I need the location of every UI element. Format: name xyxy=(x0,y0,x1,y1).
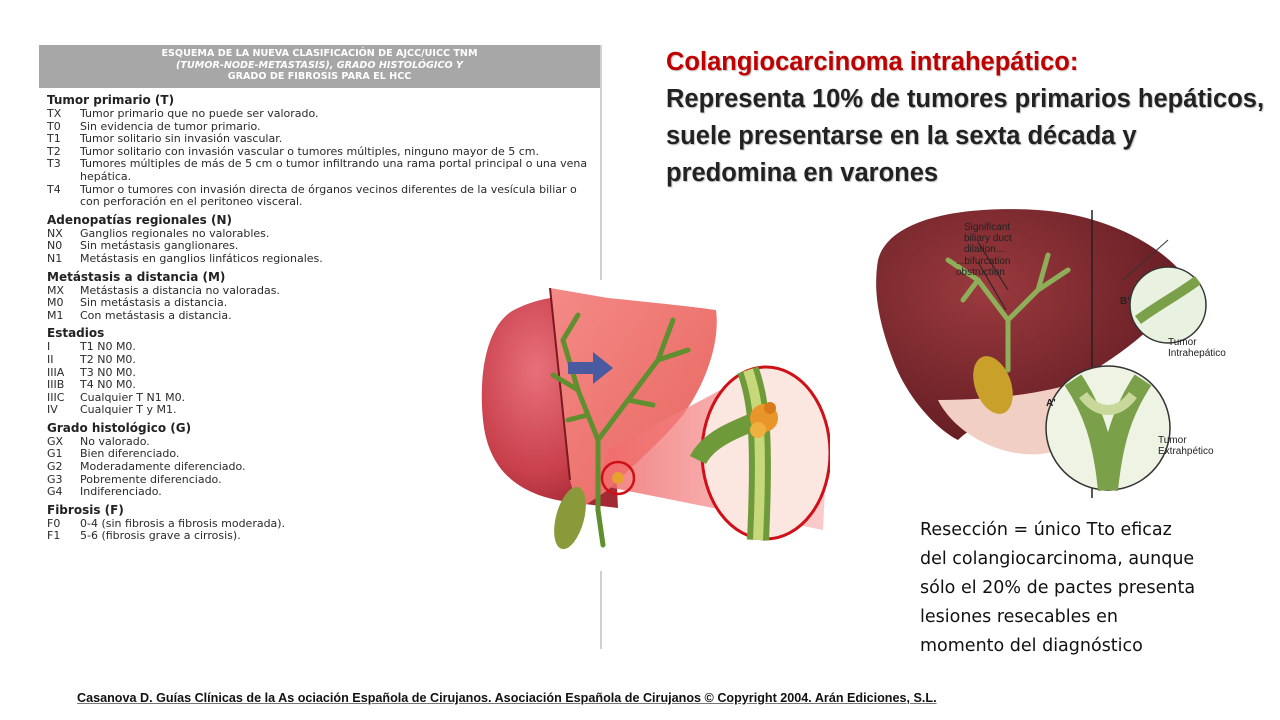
table-header-line: ESQUEMA DE LA NUEVA CLASIFICACIÓN DE AJCC/UICC TNM xyxy=(161,48,478,59)
row-text: Bien diferenciado. xyxy=(80,447,180,461)
section-title: Tumor primario (T) xyxy=(47,93,175,107)
label-line: dilation... xyxy=(964,244,1005,255)
row-text: Tumor primario que no puede ser valorado. xyxy=(80,107,319,120)
row-code: G2 xyxy=(47,460,63,474)
row-text: Tumores múltiples de más de 5 cm o tumor infiltrando una rama portal principal o una vena hepática. xyxy=(80,157,588,183)
section-title: Fibrosis (F) xyxy=(47,502,124,517)
row-text: Pobremente diferenciado. xyxy=(80,472,222,486)
row-text: Tumor solitario sin invasión vascular. xyxy=(80,132,283,146)
label-a-prime: A' xyxy=(1046,398,1056,409)
liver-cross-section-illustration xyxy=(458,280,830,571)
row-code: II xyxy=(47,352,54,366)
row-code: T1 xyxy=(47,132,61,146)
row-code: F1 xyxy=(47,529,61,543)
row-code: GX xyxy=(47,434,64,448)
row-code: TX xyxy=(47,107,62,120)
label-line: Tumor xyxy=(1168,337,1197,348)
row-text: Indiferenciado. xyxy=(80,485,162,499)
label-line: Intrahepático xyxy=(1168,348,1226,359)
row-code: M0 xyxy=(47,296,64,310)
table-header-line: (TUMOR-NODE-METASTASIS), GRADO HISTOLÓGICO Y xyxy=(176,59,463,71)
row-text: Sin evidencia de tumor primario. xyxy=(80,119,261,133)
row-text: Sin metástasis ganglionares. xyxy=(80,239,239,253)
note-line: del colangiocarcinoma, aunque xyxy=(920,549,1195,569)
section-title: Adenopatías regionales (N) xyxy=(47,212,232,227)
label-obstruction xyxy=(956,256,1010,278)
note-line: Resección = único Tto eficaz xyxy=(920,520,1172,540)
label-line: Extrahpético xyxy=(1158,446,1214,457)
section-title: Estadios xyxy=(47,326,105,341)
row-text: T1 N0 M0. xyxy=(80,340,136,354)
table-header xyxy=(39,45,600,88)
row-text: Sin metástasis a distancia. xyxy=(80,296,228,310)
note-line: momento del diagnóstico xyxy=(920,636,1143,656)
row-text: Moderadamente diferenciado. xyxy=(80,460,246,474)
row-text: Cualquier T y M1. xyxy=(80,403,177,417)
row-text: Ganglios regionales no valorables. xyxy=(80,226,270,240)
row-code: MX xyxy=(47,283,65,297)
row-code: T0 xyxy=(47,119,61,133)
title-body: Representa 10% de tumores primarios hepáticos, suele presentarse en la sexta década y predomina en varones xyxy=(666,85,1265,187)
note-line: lesiones resecables en xyxy=(920,607,1118,627)
table-row xyxy=(47,158,600,183)
citation: Casanova D. Guías Clínicas de la As ociación Española de Cirujanos. Asociación Española de Cirujanos © Copyright 2004. Arán Ediciones, S.L. xyxy=(77,691,937,705)
table-row xyxy=(47,133,600,146)
row-code: G1 xyxy=(47,447,63,461)
row-code: N0 xyxy=(47,239,63,253)
row-text: Con metástasis a distancia. xyxy=(80,308,232,322)
row-code: IIIC xyxy=(47,390,65,404)
row-text: 5-6 (fibrosis grave a cirrosis). xyxy=(80,529,241,543)
row-text: T3 N0 M0. xyxy=(80,365,136,379)
label-line: ...bifurcation xyxy=(956,256,1011,267)
label-line: obstruction xyxy=(956,267,1005,278)
row-code: IV xyxy=(47,403,58,417)
row-code: N1 xyxy=(47,251,63,265)
table-row xyxy=(47,108,600,121)
row-text: Metástasis a distancia no valoradas. xyxy=(80,283,280,297)
row-code: IIIB xyxy=(47,378,65,392)
row-text: 0-4 (sin fibrosis a fibrosis moderada). xyxy=(80,516,286,530)
row-text: Tumor solitario con invasión vascular o tumores múltiples, ninguno mayor de 5 cm. xyxy=(80,144,539,158)
row-code: NX xyxy=(47,226,63,240)
resection-note xyxy=(920,516,1260,661)
label-b-prime: B' xyxy=(1120,296,1130,307)
row-code: I xyxy=(47,340,51,354)
row-text: T2 N0 M0. xyxy=(80,352,136,366)
liver-tumor-location-illustration xyxy=(868,200,1248,498)
row-code: T2 xyxy=(47,144,61,158)
label-dilation xyxy=(964,222,1012,255)
row-code: M1 xyxy=(47,308,64,322)
row-code: T3 xyxy=(47,157,61,171)
row-code: G3 xyxy=(47,472,63,486)
table-header-line: GRADO DE FIBROSIS PARA EL HCC xyxy=(227,71,412,83)
row-text: No valorado. xyxy=(80,434,150,448)
row-code: F0 xyxy=(47,516,61,530)
label-line: Significant xyxy=(964,222,1011,233)
section-title: Metástasis a distancia (M) xyxy=(47,269,226,284)
label-line: Tumor xyxy=(1158,435,1187,446)
section-title: Grado histológico (G) xyxy=(47,420,192,435)
row-text: Tumor o tumores con invasión directa de órganos vecinos diferentes de la vesícula biliar o con perforación en el peritoneo visceral. xyxy=(80,182,577,209)
title-heading: Colangiocarcinoma intrahepático: xyxy=(666,48,1079,76)
row-code: G4 xyxy=(47,485,63,499)
row-code: IIIA xyxy=(47,365,65,379)
table-row xyxy=(47,184,600,209)
label-line: biliary duct xyxy=(964,233,1012,244)
label-tumor-intra xyxy=(1168,337,1226,359)
slide-title xyxy=(666,44,1266,192)
note-line: sólo el 20% de pactes presenta xyxy=(920,578,1196,598)
row-code: T4 xyxy=(47,182,61,196)
row-text: T4 N0 M0. xyxy=(80,378,136,392)
label-tumor-extra xyxy=(1158,435,1214,457)
table-row xyxy=(47,253,600,266)
row-text: Metástasis en ganglios linfáticos regionales. xyxy=(80,251,323,265)
row-text: Cualquier T N1 M0. xyxy=(80,390,186,404)
liver-section-graphic xyxy=(458,280,830,571)
